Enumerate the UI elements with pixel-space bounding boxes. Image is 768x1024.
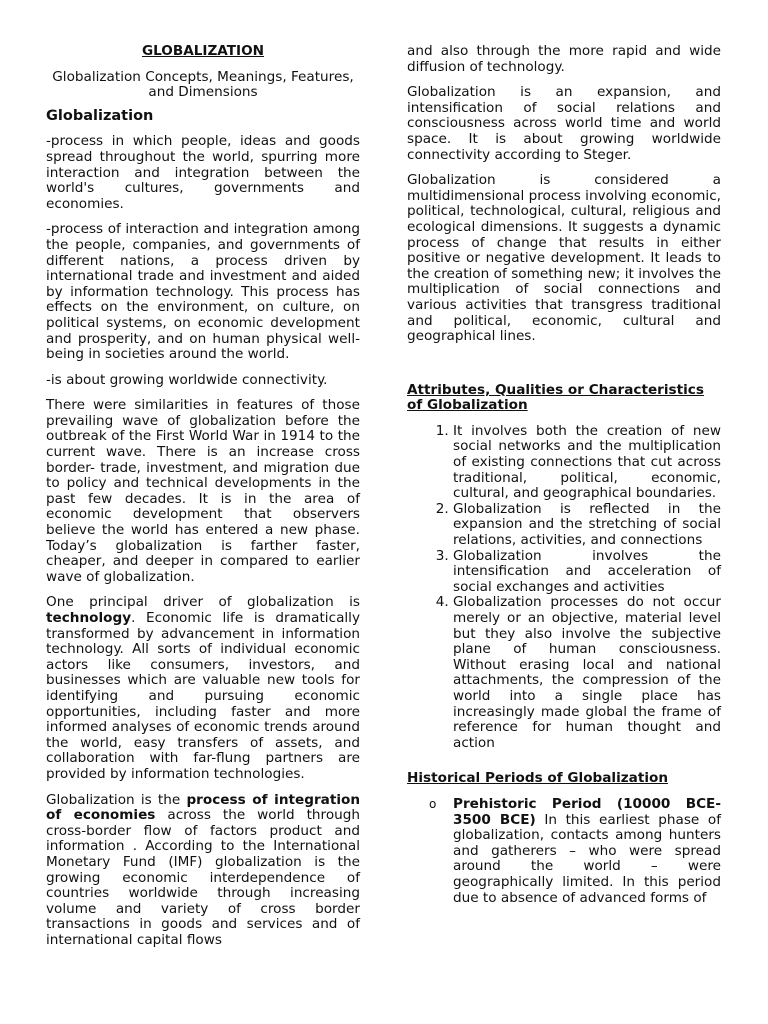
- attributes-list: [407, 424, 721, 751]
- attributes-heading: Attributes, Qualities or Characteristics of Globalization: [407, 381, 704, 414]
- paragraph: -process of interaction and integration among the people, companies, and governments of different nations, a process driven by international trade and investment and aided by information technology. This process has effects on the environment, on culture, on political systems, on economic development and prosperity, and on human physical well-being in societies around the world.: [46, 221, 360, 363]
- text-run: One principal driver of globalization is: [46, 594, 360, 611]
- paragraph: There were similarities in features of those prevailing wave of globalization before the outbreak of the First World War in 1914 to the current wave. There is an increase cross border- trade, investment, and migration due to policy and technical developments in the past few decades. It is in the area of economic development that observers believe the world has entered a new phase. Today’s globalization is farther faster, cheaper, and deeper in compared to earlier wave of globalization.: [46, 397, 360, 585]
- text-run: In this earliest phase of globalization, contacts among hunters and gatherers – who were spread around the world – were geographically limited. In this period due to absence of advanced forms of: [453, 811, 721, 906]
- bold-term: process of integration of economies: [46, 791, 360, 824]
- text-run: . Economic life is dramatically transformed by advancement in information technology. All sorts of individual economic actors like consumers, investors, and businesses which are valuable new tools for identifying and pursuing economic opportunities, including faster and more informed analyses of economic trends around the world, easy transfers of assets, and collaboration with far-flung partners are provided by information technologies.: [46, 610, 360, 782]
- section-heading-globalization: Globalization: [46, 107, 154, 124]
- text-run: across the world through cross-border flow of factors product and information . According to the International Monetary Fund (IMF) globalization is the growing economic interdependence of countries worldwide through increasing volume and variety of cross border transactions in goods and services and of international capital flows: [46, 807, 360, 948]
- bold-term: Prehistoric Period (10000 BCE-3500 BCE): [453, 795, 721, 828]
- paragraph: and also through the more rapid and wide diffusion of technology.: [407, 43, 721, 75]
- list-item: 1. It involves both the creation of new social networks and the multiplication of existing connections that cut across traditional, political, economic, cultural, and geographical boundaries.: [453, 424, 721, 502]
- paragraph-technology: [46, 595, 360, 782]
- bold-term: technology: [46, 610, 132, 626]
- list-item: 3. Globalization involves the intensification and acceleration of social exchanges and activities: [453, 549, 721, 596]
- paragraph: Globalization is considered a multidimensional process involving economic, political, technological, cultural, religious and ecological dimensions. It suggests a dynamic process of change that results in either positive or negative development. It leads to the creation of something new; it involves the multiplication of social connections and various activities that transgress traditional and political, economic, cultural and geographical lines.: [407, 172, 721, 345]
- left-column: [46, 44, 360, 958]
- bullet-icon: o: [429, 796, 437, 811]
- spacer: [407, 751, 721, 771]
- list-item: 2. Globalization is reflected in the expansion and the stretching of social relations, activities, and connections: [453, 502, 721, 549]
- text-run: Globalization is the: [46, 791, 187, 808]
- page-title: GLOBALIZATION: [141, 43, 265, 59]
- right-column: [407, 44, 721, 906]
- periods-list: [407, 797, 721, 906]
- list-item: 4. Globalization processes do not occur merely or an objective, material level but they also involve the subjective plane of human consciousness. Without erasing local and national attachments, the compression of the world into a single place has increasingly made global the frame of reference for human thought and action: [453, 595, 721, 751]
- page-subtitle: Globalization Concepts, Meanings, Features, and Dimensions: [52, 68, 354, 101]
- paragraph: -is about growing worldwide connectivity.: [46, 371, 328, 388]
- paragraph: Globalization is an expansion, and intensification of social relations and consciousness across world time and world space. It is about growing worldwide connectivity according to Steger.: [407, 84, 721, 163]
- paragraph-integration: [46, 793, 360, 949]
- paragraph: -process in which people, ideas and goods spread throughout the world, spurring more interaction and integration between the world's cultures, governments and economies.: [46, 133, 360, 212]
- historical-heading: Historical Periods of Globalization: [407, 770, 669, 787]
- spacer: [407, 355, 721, 383]
- list-item: [429, 795, 721, 906]
